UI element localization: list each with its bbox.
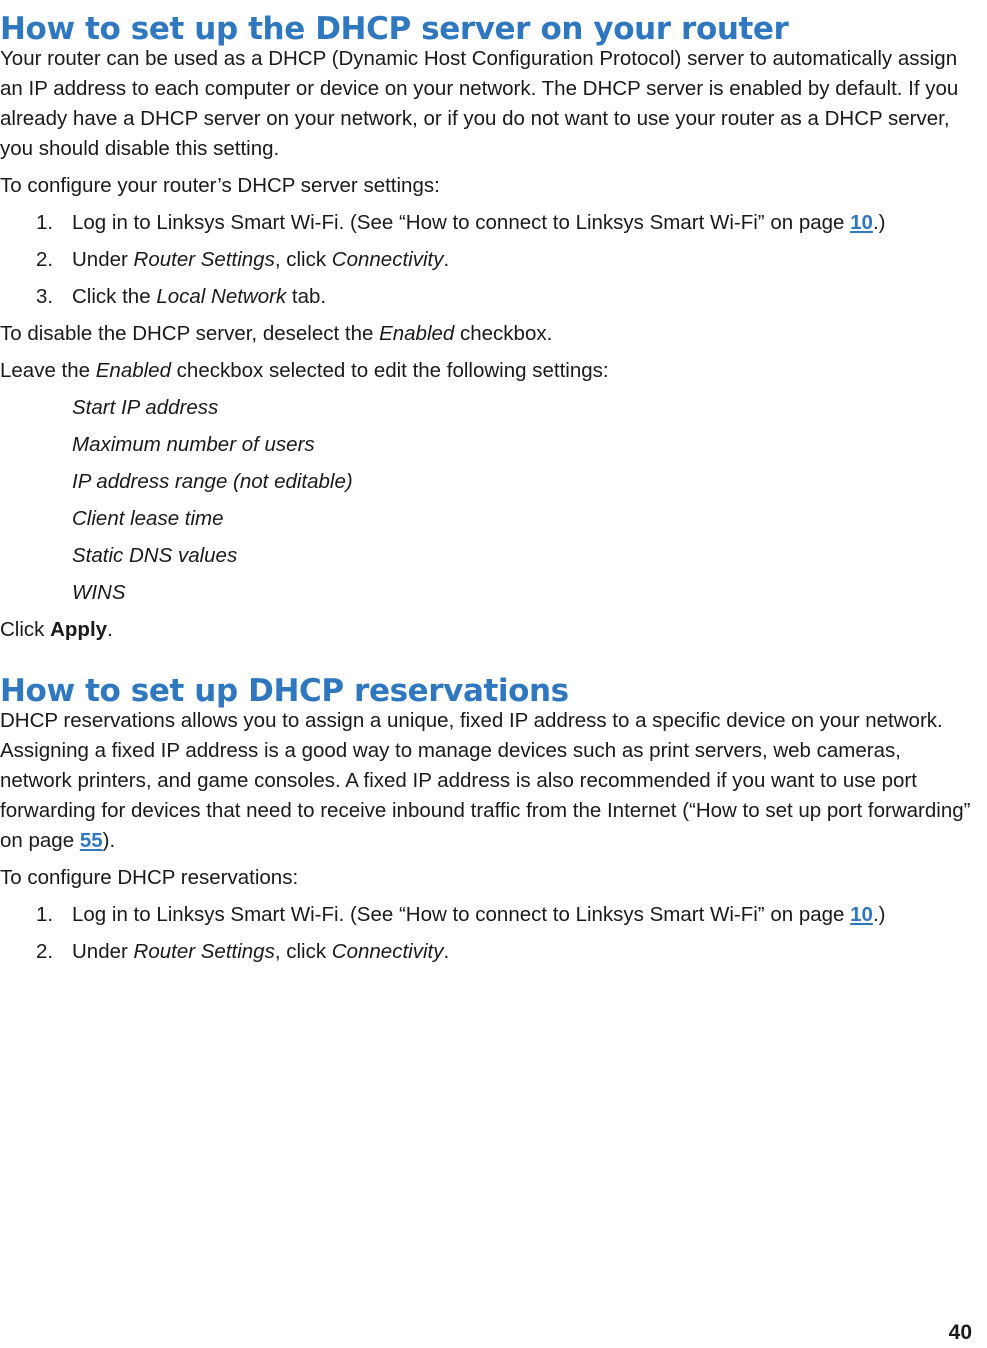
- step-text: Under Router Settings, click Connectivity.: [72, 248, 450, 271]
- step-text: Log in to Linksys Smart Wi-Fi. (See “How to connect to Linksys Smart Wi-Fi” on page 10.): [72, 211, 886, 234]
- setting-item: Start IP address: [72, 396, 219, 419]
- step-1: [0, 900, 975, 930]
- step-number: 2.: [36, 940, 54, 963]
- page-link[interactable]: 55: [79, 829, 103, 852]
- disable-instruction: To disable the DHCP server, deselect the Enabled checkbox.: [0, 322, 553, 345]
- dhcp-intro-paragraph: Your router can be used as a DHCP (Dynamic Host Configuration Protocol) server to automatically assign an IP address to each computer or device on your network. The DHCP server is enabled by default. If you already have a DHCP server on your network, or if you do not want to use your router as a DHCP server, you should disable this setting.: [0, 47, 959, 160]
- reservations-intro-paragraph: DHCP reservations allows you to assign a unique, fixed IP address to a specific device on your network. Assigning a fixed IP address is a good way to manage devices such as print servers, web cameras, network printers, and game consoles. A fixed IP address is also recommended if you want to use port forwarding for devices that need to receive inbound traffic from the Internet (“How to set up port forwarding” on page 55).: [0, 709, 971, 852]
- configure-lead: To configure your router’s DHCP server settings:: [0, 174, 440, 197]
- step-text: Click the Local Network tab.: [72, 285, 327, 308]
- setting-item: Maximum number of users: [72, 433, 315, 456]
- step-number: 1.: [36, 211, 54, 234]
- page-link[interactable]: 10: [850, 903, 873, 926]
- step-2: [0, 937, 975, 967]
- reservations-configure-lead: To configure DHCP reservations:: [0, 866, 299, 889]
- setting-item: WINS: [72, 581, 126, 604]
- section-title-dhcp-reservations: How to set up DHCP reservations: [0, 673, 569, 709]
- setting-item: Client lease time: [72, 507, 224, 530]
- setting-item: IP address range (not editable): [72, 470, 353, 493]
- step-1: [0, 208, 975, 238]
- step-number: 2.: [36, 248, 54, 271]
- step-text: Under Router Settings, click Connectivity.: [72, 940, 450, 963]
- step-text: Log in to Linksys Smart Wi-Fi. (See “How to connect to Linksys Smart Wi-Fi” on page 10.): [72, 903, 886, 926]
- setting-item: Static DNS values: [72, 544, 238, 567]
- step-number: 3.: [36, 285, 54, 308]
- leave-enabled-instruction: Leave the Enabled checkbox selected to edit the following settings:: [0, 359, 609, 382]
- step-number: 1.: [36, 903, 54, 926]
- page-link[interactable]: 10: [850, 211, 873, 234]
- click-apply-instruction: Click Apply.: [0, 618, 113, 641]
- step-3: [0, 282, 975, 312]
- step-2: [0, 245, 975, 275]
- page-number: 40: [948, 1321, 972, 1344]
- section-title-dhcp-server: How to set up the DHCP server on your router: [0, 11, 789, 47]
